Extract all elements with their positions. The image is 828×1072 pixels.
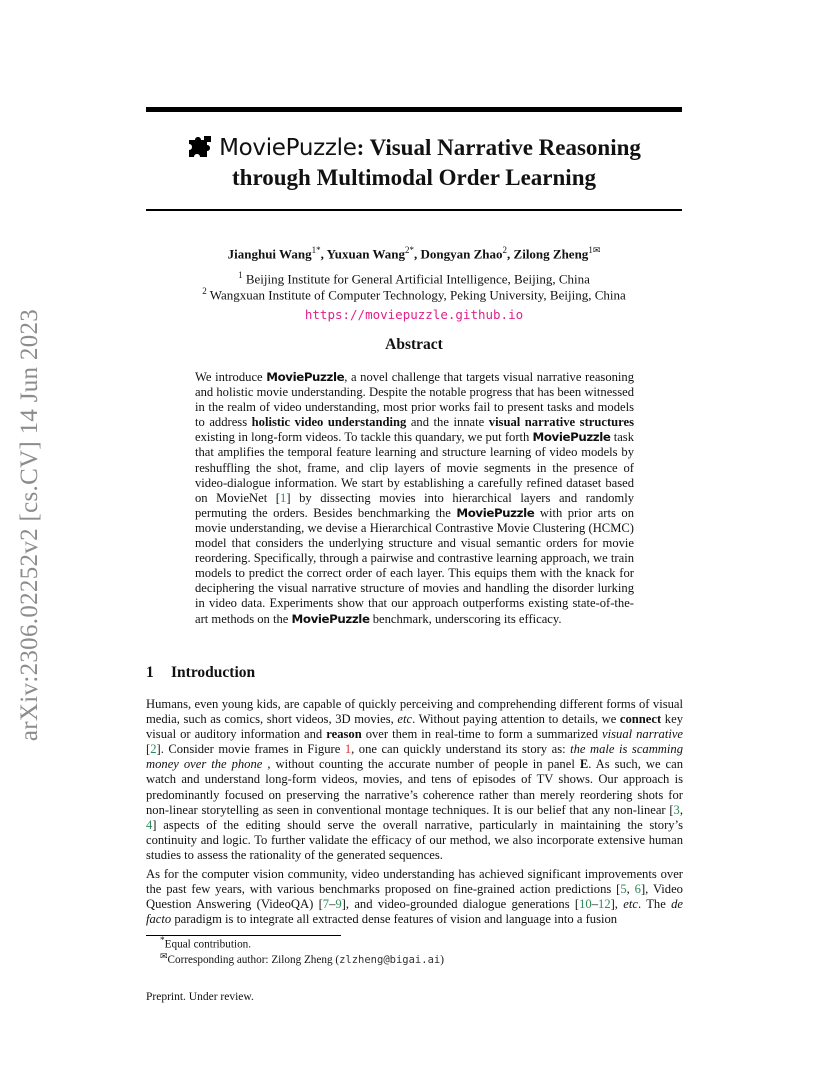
citation-link[interactable]: 7	[322, 897, 330, 912]
abstract-text: benchmark, underscoring its efficacy.	[369, 611, 562, 626]
author-separator: ,	[507, 246, 514, 262]
author-name: Yuxuan Wang	[326, 246, 406, 262]
arxiv-identifier	[2, 290, 58, 760]
author-name: Jianghui Wang	[227, 246, 312, 262]
abstract-text: with prior arts on movie understanding, we devise a Hierarchical Contrastive Movie Clustering (HCMC) model that considers the underlying structure and visual semantic orders for movie reordering. Specifically, through a pairwise and contrastive learning approach, we train models to predict the correct order of each layer. This equips them with the knack for deciphering the visual narrative structure of movies and handling the disorder lurking in video data. Experiments show that our approach outperforms existing state-of-the-art methods on the	[195, 505, 634, 626]
author-mark: 2	[502, 245, 508, 255]
affiliation-2	[146, 286, 682, 303]
abstract-bold: holistic video understanding	[251, 415, 407, 430]
abstract-heading: Abstract	[385, 336, 443, 353]
paragraph-text: –	[329, 897, 336, 912]
title-line2: through Multimodal Order Learning	[232, 165, 596, 190]
paragraph-text: Humans, even young kids, are capable of quickly perceiving and comprehending different forms of visual media, such as comics, short videos, 3D movies,	[146, 697, 683, 727]
author-mark: 1✉	[588, 245, 601, 255]
citation-link[interactable]: 12	[598, 897, 611, 912]
paragraph-text: As for the computer vision community, video understanding has achieved significant improvements over the past few years, with various benchmarks proposed on fine-grained action predictions [	[146, 867, 683, 897]
intro-paragraph-2	[146, 867, 683, 927]
title-line1-rest: : Visual Narrative Reasoning	[356, 135, 641, 160]
author-mark: 1*	[311, 245, 321, 255]
citation-link[interactable]: 5	[620, 882, 627, 897]
project-url-link[interactable]: https://moviepuzzle.github.io	[304, 307, 524, 322]
footnote-mark: *	[160, 936, 165, 946]
footnote-text: )	[440, 954, 444, 966]
author-separator: ,	[320, 246, 327, 262]
affiliation-number: 2	[202, 286, 207, 296]
brand-mention: MoviePuzzle	[456, 505, 535, 520]
italic-text: de facto	[146, 897, 683, 927]
author-name: Zilong Zheng	[513, 246, 589, 262]
paper-title	[146, 134, 682, 191]
brand-mention: MoviePuzzle	[266, 370, 345, 384]
puzzle-icon	[187, 134, 213, 164]
section-title: Introduction	[171, 664, 256, 681]
paragraph-text: . The	[637, 897, 672, 912]
citation-link[interactable]: 6	[634, 882, 641, 897]
italic-text: the male is scamming money over the phone	[146, 742, 683, 772]
paragraph-text: ,	[626, 882, 635, 897]
citation-link[interactable]: 1	[280, 490, 287, 505]
abstract-text: , a novel challenge that targets visual narrative reasoning and holistic movie understanding. Despite the notable progress that has been witnessed in the realm of video understanding, most prior works fail to present tasks and models to address	[195, 370, 635, 430]
abstract-text: We introduce	[195, 370, 267, 384]
paragraph-text: key visual or auditory information and	[146, 712, 683, 742]
paragraph-text: . Without paying attention to details, we	[412, 712, 620, 727]
author-name: Dongyan Zhao	[420, 246, 503, 262]
title-brand: MoviePuzzle	[219, 135, 357, 161]
italic-text: etc	[397, 712, 413, 727]
paragraph-text: , one can quickly understand its story as:	[351, 742, 571, 757]
footnote-text: Corresponding author: Zilong Zheng (	[167, 954, 340, 966]
paragraph-text: , without counting the accurate number of people in panel	[262, 757, 580, 772]
arxiv-identifier-text: arXiv:2306.02252v2 [cs.CV] 14 Jun 2023	[16, 308, 43, 742]
brand-mention: MoviePuzzle	[291, 611, 370, 626]
email-link[interactable]: zlzheng@bigai.ai	[339, 954, 441, 966]
citation-link[interactable]: 2	[150, 742, 157, 757]
citation-link[interactable]: 9	[335, 897, 342, 912]
italic-text: visual narrative	[602, 727, 683, 742]
abstract-text: existing in long-form videos. To tackle this quandary, we put forth	[195, 430, 533, 445]
abstract-text: and the innate	[406, 415, 489, 430]
paragraph-text: over them in real-time to form a summarized	[361, 727, 603, 742]
paragraph-text: –	[591, 897, 599, 912]
abstract-text: ] by dissecting movies into hierarchical layers and randomly permuting the orders. Besides benchmarking the	[195, 490, 634, 520]
citation-link[interactable]: 4	[146, 817, 153, 832]
affiliation-text: Beijing Institute for General Artificial Intelligence, Beijing, China	[245, 271, 590, 287]
paragraph-text: ,	[679, 802, 683, 817]
abstract-bold: visual narrative structures	[488, 415, 635, 430]
citation-link[interactable]: 10	[579, 897, 592, 912]
envelope-icon: ✉	[160, 951, 168, 961]
footnote-1	[160, 936, 251, 951]
author-separator: ,	[414, 246, 421, 262]
intro-paragraph-1	[146, 697, 683, 863]
italic-text: etc	[623, 897, 638, 912]
section-heading	[146, 664, 255, 682]
paragraph-text: ],	[610, 897, 624, 912]
bold-text: connect	[619, 712, 662, 727]
paragraph-text: paradigm is to integrate all extracted dense features of vision and language into a fusion	[171, 912, 618, 927]
footnote-text: Equal contribution.	[164, 938, 252, 951]
title-bottom-rule	[146, 209, 682, 211]
paragraph-text: ], and video-grounded dialogue generations [	[341, 897, 580, 912]
brand-mention: MoviePuzzle	[532, 430, 611, 445]
author-list	[146, 245, 682, 262]
citation-link[interactable]: 3	[673, 802, 680, 817]
affiliation-number: 1	[238, 270, 243, 280]
paragraph-text: . As such, we can watch and understand long-form videos, movies, and tens of episodes of TV shows. Our approach is predominantly focused on preserving the narrative’s coherence rather than merely reordering shots for non-linear storytelling as seen in conventional montage techniques. It is our belief that any non-linear [	[146, 757, 683, 817]
bold-text: E	[579, 757, 589, 772]
footnote-2	[160, 951, 444, 966]
paragraph-text: ]. Consider movie frames in Figure	[156, 742, 345, 757]
abstract-text: task that amplifies the temporal feature learning and structure learning of video models by reshuffling the shot, frame, and clip layers of movie segments in the presence of video-dialogue information. We start by establishing a carefully refined dataset based on MovieNet [	[195, 430, 634, 505]
preprint-note: Preprint. Under review.	[146, 991, 254, 1003]
title-top-rule	[146, 107, 682, 112]
affiliation-text: Wangxuan Institute of Computer Technology, Peking University, Beijing, China	[209, 287, 626, 303]
paragraph-text: ] aspects of the editing should serve the overall narrative, particularly in maintaining the story’s continuity and logic. To further validate the efficacy of our method, we also incorporate extensive human studies to assess the rationality of the generated sequences.	[146, 817, 683, 862]
affiliation-1	[146, 270, 682, 287]
author-mark: 2*	[405, 245, 415, 255]
figure-link[interactable]: 1	[344, 742, 352, 757]
section-number: 1	[146, 664, 154, 681]
paragraph-text: [	[146, 742, 151, 757]
abstract-body	[195, 370, 634, 627]
paragraph-text: ], Video Question Answering (VideoQA) [	[146, 882, 683, 912]
bold-text: reason	[326, 727, 362, 742]
